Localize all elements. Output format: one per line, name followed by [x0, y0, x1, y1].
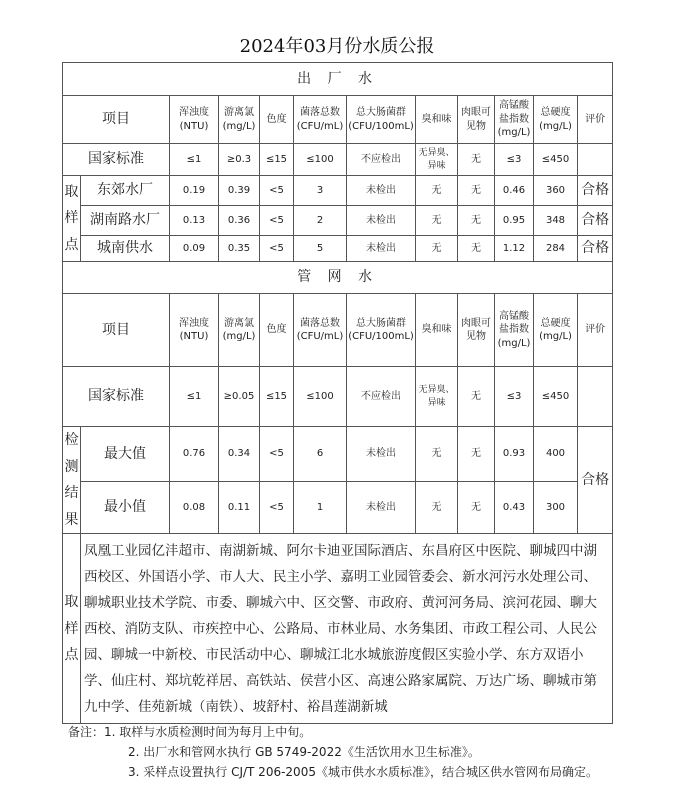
column-header: 总硬度 (mg/L)	[534, 96, 578, 144]
value-cell: 未检出	[347, 236, 416, 262]
value-cell: 0.34	[219, 427, 260, 482]
value-cell: 400	[534, 427, 578, 482]
value-cell: 6	[294, 427, 347, 482]
value-cell: 无	[416, 206, 458, 236]
section-row	[63, 262, 613, 294]
column-header: 肉眼可 见物	[458, 294, 495, 367]
sites-row	[63, 534, 613, 724]
column-header: 项目	[63, 294, 170, 367]
column-header: 高锰酸 盐指数 (mg/L)	[495, 96, 534, 144]
value-cell: 0.36	[219, 206, 260, 236]
stat-name: 最小值	[81, 482, 170, 534]
value-cell: 360	[534, 176, 578, 206]
header-row	[63, 294, 613, 367]
standard-value: 无异臭、异味	[416, 367, 458, 427]
value-cell: 无	[458, 427, 495, 482]
column-header: 总大肠菌群 (CFU/100mL)	[347, 96, 416, 144]
value-cell: 300	[534, 482, 578, 534]
result-cell: 合格	[578, 176, 613, 206]
value-cell: 5	[294, 236, 347, 262]
value-cell: 2	[294, 206, 347, 236]
notes-prefix: 备注：	[68, 725, 105, 739]
standard-value: ≤100	[294, 367, 347, 427]
table-row	[63, 236, 613, 262]
column-header: 色度	[260, 294, 294, 367]
column-header: 评价	[578, 294, 613, 367]
value-cell: 无	[458, 482, 495, 534]
sampling-sites-label: 取 样 点	[63, 534, 81, 724]
value-cell: 0.11	[219, 482, 260, 534]
standard-value: 无	[458, 144, 495, 176]
value-cell: 1.12	[495, 236, 534, 262]
table-row	[63, 206, 613, 236]
plant-name: 东郊水厂	[81, 176, 170, 206]
stat-name: 最大值	[81, 427, 170, 482]
value-cell: 未检出	[347, 482, 416, 534]
plant-name: 湖南路水厂	[81, 206, 170, 236]
column-header: 臭和味	[416, 96, 458, 144]
table-row	[63, 427, 613, 482]
standard-value: ≤450	[534, 367, 578, 427]
column-header: 总大肠菌群 (CFU/100mL)	[347, 294, 416, 367]
value-cell: 1	[294, 482, 347, 534]
standard-label: 国家标准	[63, 144, 170, 176]
standard-row	[63, 367, 613, 427]
value-cell: <5	[260, 236, 294, 262]
section-row	[63, 63, 613, 96]
table-row	[63, 176, 613, 206]
table-row	[63, 482, 613, 534]
notes	[68, 722, 598, 782]
standard-value: ≤1	[170, 367, 219, 427]
value-cell: 无	[416, 176, 458, 206]
column-header: 总硬度 (mg/L)	[534, 294, 578, 367]
value-cell: <5	[260, 206, 294, 236]
empty-cell	[578, 367, 613, 427]
result-cell: 合格	[578, 427, 613, 534]
section-title-factory: 出 厂 水	[63, 63, 613, 96]
standard-value: ≤450	[534, 144, 578, 176]
empty-cell	[578, 144, 613, 176]
value-cell: 0.09	[170, 236, 219, 262]
standard-value: 无异臭、异味	[416, 144, 458, 176]
page-title: 2024年03月份水质公报	[239, 36, 435, 57]
value-cell: 0.76	[170, 427, 219, 482]
standard-value: 无	[458, 367, 495, 427]
standard-value: ≥0.3	[219, 144, 260, 176]
value-cell: 0.39	[219, 176, 260, 206]
column-header: 浑浊度 (NTU)	[170, 294, 219, 367]
header-row	[63, 96, 613, 144]
note-3: 3. 采样点设置执行 CJ/T 206-2005《城市供水水质标准》，结合城区供水管网布局确定。	[128, 765, 598, 779]
value-cell: <5	[260, 176, 294, 206]
sampling-point-label: 取 样 点	[63, 176, 81, 262]
value-cell: 无	[416, 236, 458, 262]
value-cell: 未检出	[347, 427, 416, 482]
column-header: 浑浊度 (NTU)	[170, 96, 219, 144]
value-cell: 无	[458, 176, 495, 206]
value-cell: 3	[294, 176, 347, 206]
result-cell: 合格	[578, 206, 613, 236]
value-cell: 0.43	[495, 482, 534, 534]
standard-value: ≤3	[495, 144, 534, 176]
column-header: 肉眼可 见物	[458, 96, 495, 144]
standard-value: ≥0.05	[219, 367, 260, 427]
value-cell: 0.93	[495, 427, 534, 482]
value-cell: 0.08	[170, 482, 219, 534]
column-header: 评价	[578, 96, 613, 144]
value-cell: 无	[458, 206, 495, 236]
value-cell: 无	[416, 482, 458, 534]
column-header: 游离氯 (mg/L)	[219, 294, 260, 367]
column-header: 游离氯 (mg/L)	[219, 96, 260, 144]
standard-value: ≤1	[170, 144, 219, 176]
value-cell: 348	[534, 206, 578, 236]
value-cell: 0.35	[219, 236, 260, 262]
standard-label: 国家标准	[63, 367, 170, 427]
section-title-network: 管 网 水	[63, 262, 613, 294]
value-cell: 0.19	[170, 176, 219, 206]
column-header: 菌落总数 (CFU/mL)	[294, 96, 347, 144]
test-result-label: 检 测 结 果	[63, 427, 81, 534]
value-cell: 未检出	[347, 206, 416, 236]
value-cell: 0.95	[495, 206, 534, 236]
value-cell: <5	[260, 427, 294, 482]
sampling-sites-list: 凤凰工业园亿沣超市、南湖新城、阿尔卡迪亚国际酒店、东昌府区中医院、聊城四中湖西校区、外国语小学、市人大、民主小学、嘉明工业园管委会、新水河污水处理公司、聊城职业技术学院、市委、聊城六中、区交警、市政府、黄河河务局、滨河花园、聊大西校、消防支队、市疾控中心、公路局、市林业局、水务集团、市政工程公司、人民公园、聊城一中新校、市民活动中心、聊城江北水城旅游度假区实验小学、东方双语小学、仙庄村、郑坑乾祥居、高铁站、侯营小区、高速公路家属院、万达广场、聊城市第九中学、佳苑新城（南铁）、坡舒村、裕昌莲湖新城	[81, 534, 613, 724]
standard-row	[63, 144, 613, 176]
value-cell: <5	[260, 482, 294, 534]
standard-value: ≤15	[260, 367, 294, 427]
value-cell: 未检出	[347, 176, 416, 206]
result-cell: 合格	[578, 236, 613, 262]
standard-value: ≤100	[294, 144, 347, 176]
value-cell: 0.13	[170, 206, 219, 236]
standard-value: 不应检出	[347, 367, 416, 427]
water-quality-table	[62, 62, 613, 724]
value-cell: 0.46	[495, 176, 534, 206]
plant-name: 城南供水	[81, 236, 170, 262]
standard-value: ≤15	[260, 144, 294, 176]
standard-value: ≤3	[495, 367, 534, 427]
column-header: 菌落总数 (CFU/mL)	[294, 294, 347, 367]
value-cell: 无	[458, 236, 495, 262]
note-2: 2. 出厂水和管网水执行 GB 5749-2022《生活饮用水卫生标准》。	[128, 745, 480, 759]
column-header: 项目	[63, 96, 170, 144]
column-header: 臭和味	[416, 294, 458, 367]
standard-value: 不应检出	[347, 144, 416, 176]
note-1: 1. 取样与水质检测时间为每月上中旬。	[104, 725, 312, 739]
column-header: 高锰酸 盐指数 (mg/L)	[495, 294, 534, 367]
column-header: 色度	[260, 96, 294, 144]
value-cell: 无	[416, 427, 458, 482]
value-cell: 284	[534, 236, 578, 262]
